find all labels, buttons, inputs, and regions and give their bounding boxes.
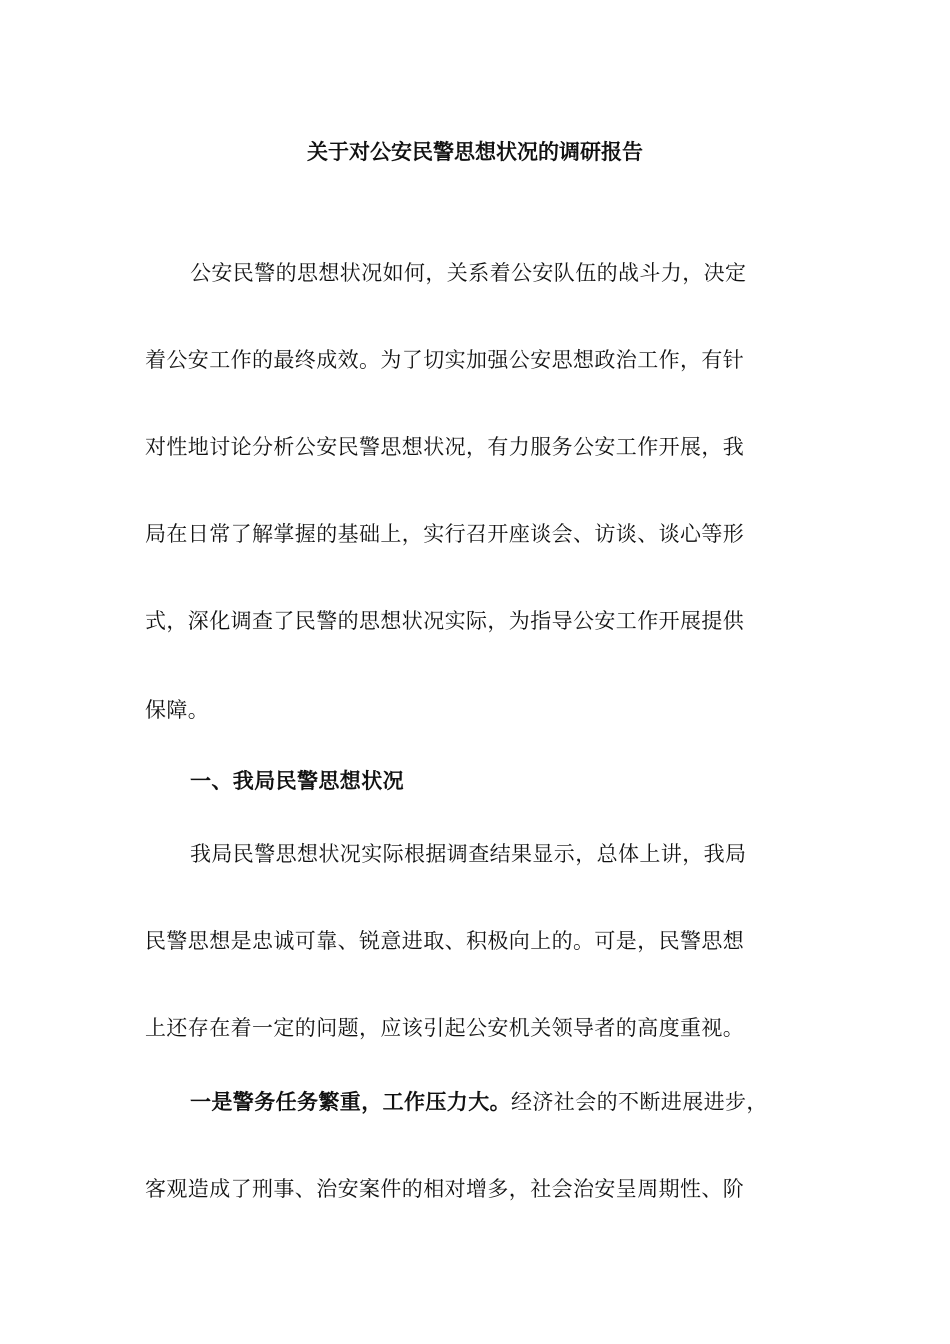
paragraph-line: 局在日常了解掌握的基础上，实行召开座谈会、访谈、谈心等形 bbox=[145, 522, 745, 546]
paragraph-text: 经济社会的不断进展进步， bbox=[511, 1090, 768, 1114]
paragraph-line: 公安民警的思想状况如何，关系着公安队伍的战斗力，决定 bbox=[190, 261, 747, 285]
paragraph-line: 我局民警思想状况实际根据调查结果显示，总体上讲，我局 bbox=[190, 842, 747, 866]
document-title: 关于对公安民警思想状况的调研报告 bbox=[307, 140, 643, 164]
paragraph-line: 客观造成了刑事、治安案件的相对增多，社会治安呈周期性、阶 bbox=[145, 1177, 745, 1201]
paragraph-line: 上还存在着一定的问题，应该引起公安机关领导者的高度重视。 bbox=[145, 1016, 745, 1040]
paragraph-line: 民警思想是忠诚可靠、锐意进取、积极向上的。可是，民警思想 bbox=[145, 929, 745, 953]
paragraph-line: 对性地讨论分析公安民警思想状况，有力服务公安工作开展，我 bbox=[145, 435, 745, 459]
paragraph-line: 保障。 bbox=[145, 698, 210, 722]
paragraph-line: 着公安工作的最终成效。为了切实加强公安思想政治工作，有针 bbox=[145, 348, 745, 372]
paragraph-line: 式，深化调查了民警的思想状况实际，为指导公安工作开展提供 bbox=[145, 609, 745, 633]
section-heading: 一、我局民警思想状况 bbox=[190, 769, 404, 793]
paragraph-line bbox=[190, 1087, 880, 1117]
emphasis-lead: 一是警务任务繁重，工作压力大。 bbox=[190, 1090, 511, 1114]
